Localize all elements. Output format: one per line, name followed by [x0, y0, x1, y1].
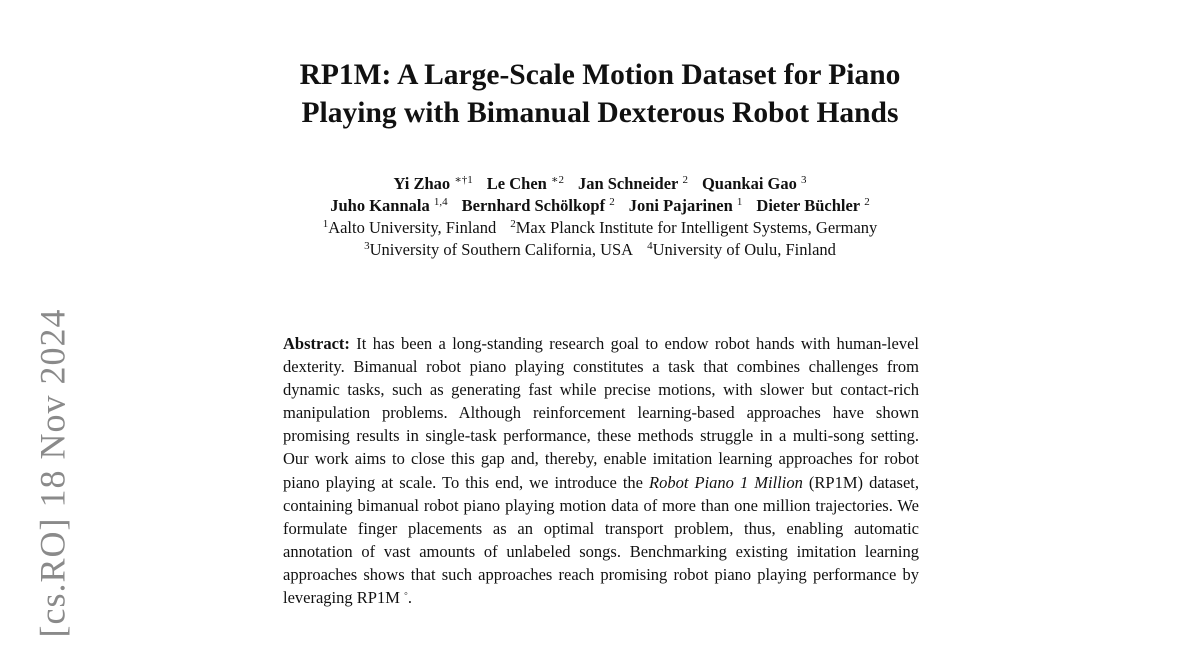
author-affiliation-marks: ∗2 [550, 174, 564, 186]
abstract-text-after: (RP1M) dataset, containing bimanual robot piano playing motion data of more than one million trajectories. We formulate finger placements as an optimal transport problem, thus, enabling automatic annotation of vast amounts of unlabeled songs. Benchmarking existing imitation learning approaches shows that such approaches reach promising robot piano playing performance by leveraging RP1M [283, 472, 919, 608]
abstract-label: Abstract: [283, 334, 350, 353]
author-name: Jan Schneider [577, 174, 679, 193]
author-row-2 [0, 195, 1200, 217]
author-name: Bernhard Schölkopf [461, 196, 606, 215]
author-name: Le Chen [486, 174, 547, 193]
author-affiliation-marks: 1 [736, 196, 743, 208]
paper-title-line-2: Playing with Bimanual Dexterous Robot Hands [301, 97, 899, 129]
abstract-text-before: It has been a long-standing research goal to endow robot hands with human-level dexterity. Bimanual robot piano playing constitutes a task that combines challenges from dynamic tasks, such as generating fast while precise motions, with slower but contact-rich manipulation problems. Although reinforcement learning-based approaches have shown promising results in single-task performance, these methods struggle in a multi-song setting. Our work aims to close this gap and, thereby, enable imitation learning approaches for robot piano playing at scale. To this end, we introduce the [283, 334, 920, 492]
author-affiliation-marks: 3 [801, 174, 807, 186]
author-name: Dieter Büchler [756, 196, 861, 215]
author-name: Juho Kannala [330, 196, 430, 215]
footnote-mark: ◦ [404, 588, 408, 601]
abstract-paragraph [283, 332, 919, 609]
affiliation-mark: 1 [322, 218, 329, 230]
author-affiliation-marks: 2 [864, 196, 870, 208]
arxiv-identifier-stamp [30, 296, 74, 650]
author-affiliation-marks: 2 [682, 174, 688, 186]
arxiv-stamp-text: [cs.RO] 18 Nov 2024 [32, 308, 73, 638]
author-name: Yi Zhao [393, 174, 451, 193]
abstract-end-period: . [407, 588, 413, 608]
affiliation-row-1 [0, 217, 1200, 239]
author-affiliation-marks: ∗†1 [454, 174, 473, 186]
affiliation-name: University of Southern California, USA [369, 240, 634, 259]
author-affiliation-marks: 2 [609, 196, 615, 208]
affiliation-row-2 [0, 239, 1200, 261]
affiliation-mark: 4 [647, 240, 653, 252]
dataset-name: Robot Piano 1 Million [649, 472, 803, 492]
author-block [0, 173, 1200, 261]
author-name: Joni Pajarinen [628, 196, 733, 215]
affiliation-mark: 3 [364, 240, 370, 252]
paper-title [0, 56, 1200, 132]
author-name: Quankai Gao [701, 174, 797, 193]
paper-title-line-1: RP1M: A Large-Scale Motion Dataset for Piano [299, 59, 901, 91]
affiliation-mark: 2 [510, 218, 516, 230]
affiliation-name: Max Planck Institute for Intelligent Systems, Germany [515, 218, 878, 237]
author-affiliation-marks: 1,4 [433, 196, 448, 208]
author-row-1 [0, 173, 1200, 195]
affiliation-name: Aalto University, Finland [328, 218, 497, 237]
affiliation-name: University of Oulu, Finland [652, 240, 836, 259]
